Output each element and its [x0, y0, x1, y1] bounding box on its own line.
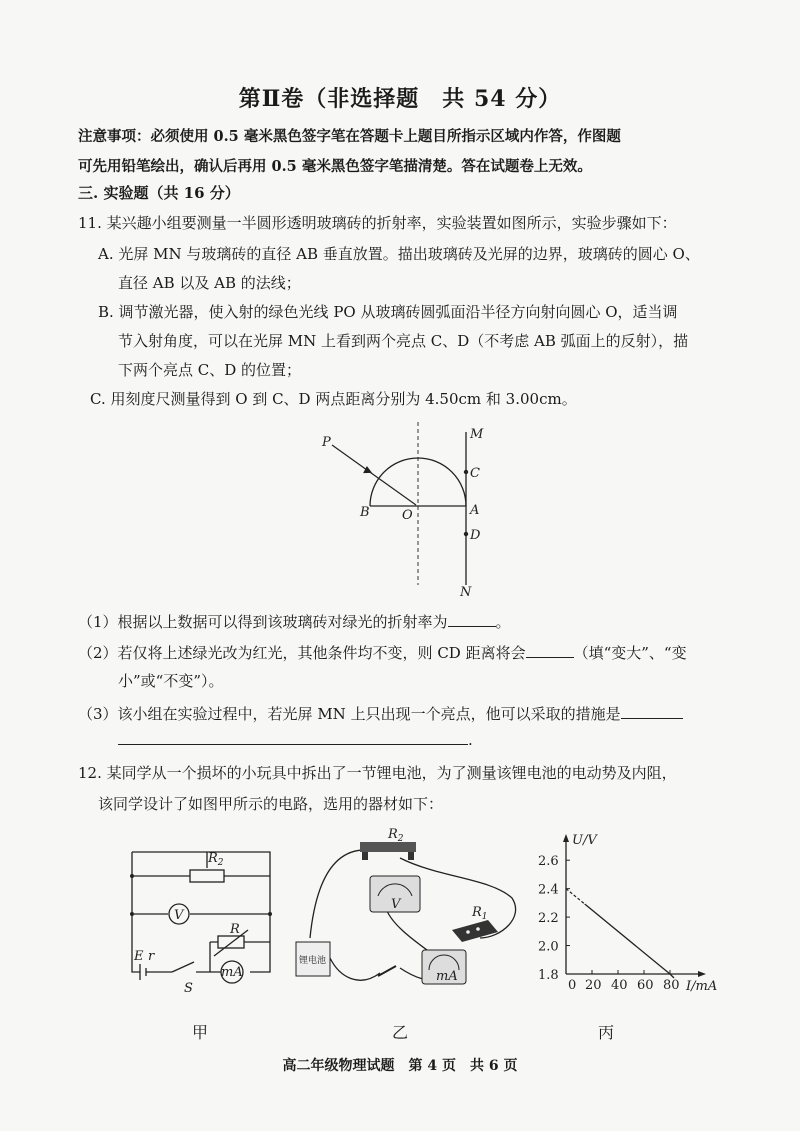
- knob: [466, 930, 470, 934]
- label-b: B: [360, 505, 370, 520]
- caption-jia: 甲: [192, 1023, 209, 1042]
- point-c: [464, 470, 468, 474]
- label-c: C: [470, 466, 480, 481]
- ray-arrow: [363, 466, 372, 473]
- y-tick-label: 2.2: [538, 911, 559, 927]
- q11-step-b-3: 下两个亮点 C、D 的位置；: [118, 361, 302, 379]
- y-axis-arrow: [563, 834, 569, 842]
- x-axis-label: I/mA: [686, 979, 718, 994]
- battery-symbol: [140, 964, 146, 980]
- q11-sub1-text: （1）根据以上数据可以得到该玻璃砖对绿光的折射率为: [78, 613, 448, 631]
- section-title: 第Ⅱ卷（非选择题 共 54 分）: [238, 86, 562, 112]
- q11-optics-figure: [310, 420, 510, 600]
- section-heading: 三. 实验题（共 16 分）: [78, 184, 240, 202]
- label-r1-photo: $R_1$: [472, 905, 488, 922]
- q11-step-b-2: 节入射角度，可以在光屏 MN 上看到两个亮点 C、D（不考虑 AB 弧面上的反射），描: [118, 332, 689, 350]
- wire-right: [250, 914, 270, 972]
- label-battery: 锂电池: [299, 956, 327, 966]
- q11-step-a-2: 直径 AB 以及 AB 的法线；: [118, 274, 301, 292]
- q11-step-a-1: A. 光屏 MN 与玻璃砖的直径 AB 垂直放置。描出玻璃砖及光屏的边界，玻璃砖的圆心 O、: [98, 245, 700, 263]
- chart-plot-area: [538, 833, 717, 994]
- resistance-box-r: [218, 936, 244, 948]
- q12-stem-2: 该同学设计了如图甲所示的电路，选用的器材如下：: [98, 795, 444, 813]
- switch-symbol: [172, 962, 194, 972]
- y-axis-label: U/V: [572, 833, 597, 848]
- resistance-box-r1: [452, 920, 498, 942]
- caption-yi: 乙: [392, 1023, 409, 1042]
- label-v-photo: V: [391, 897, 401, 912]
- junction: [130, 912, 134, 916]
- x-tick-label: 80: [663, 978, 680, 993]
- q11-step-b-1: B. 调节激光器，使入射的绿色光线 PO 从玻璃砖圆弧面沿半径方向射向圆心 O，适当调: [98, 303, 678, 321]
- point-d: [464, 532, 468, 536]
- q11-sub3: [78, 702, 683, 725]
- answer-blank-3b[interactable]: [118, 728, 468, 745]
- data-line-extension: [566, 889, 585, 904]
- caption-bing: 丙: [598, 1023, 615, 1042]
- rheostat-r2: [190, 870, 224, 882]
- x-tick-label: 60: [637, 978, 654, 993]
- label-d: D: [470, 528, 481, 543]
- x-tick-label: 20: [585, 978, 602, 993]
- y-tick-label: 2.6: [538, 854, 559, 870]
- q11-sub1-end: 。: [495, 613, 511, 631]
- label-r: R: [230, 922, 240, 937]
- q11-sub3-line2: [118, 728, 473, 751]
- wire-top: [132, 852, 270, 914]
- rheostat-r2-body: [360, 842, 416, 852]
- label-a: A: [470, 503, 480, 518]
- page-footer: 高二年级物理试题 第 4 页 共 6 页: [282, 1058, 518, 1074]
- knob: [476, 927, 480, 931]
- q11-sub1: [78, 610, 511, 633]
- rheostat-leg: [408, 852, 414, 860]
- label-m: M: [470, 427, 484, 442]
- y-tick-label: 1.8: [538, 968, 559, 983]
- label-n: N: [460, 585, 472, 600]
- q12-stem-1: 12. 某同学从一个损坏的小玩具中拆出了一节锂电池，为了测量该锂电池的电动势及内阻，: [78, 764, 677, 782]
- answer-blank-2[interactable]: [526, 641, 574, 658]
- y-tick-label: 2.4: [538, 882, 559, 898]
- q11-sub2-text: （2）若仅将上述绿光改为红光，其他条件均不变，则 CD 距离将会: [78, 644, 526, 662]
- circuit-diagram: [120, 832, 280, 1002]
- x-tick-label: 40: [611, 978, 628, 993]
- q11-sub3-text: （3）该小组在实验过程中，若光屏 MN 上只出现一个亮点，他可以采取的措施是: [78, 705, 621, 723]
- label-r2: $R_2$: [208, 851, 224, 868]
- x-tick-label: 0: [568, 978, 577, 993]
- rheostat-leg: [362, 852, 368, 860]
- ui-chart: [530, 828, 718, 1003]
- junction: [130, 874, 134, 878]
- junction: [268, 912, 272, 916]
- x-axis-arrow: [698, 971, 706, 977]
- label-v: V: [174, 908, 184, 923]
- label-p: P: [322, 435, 331, 450]
- wire: [330, 958, 380, 980]
- ray-po: [332, 445, 416, 505]
- notice: [78, 122, 728, 182]
- apparatus-photo: [290, 828, 530, 1003]
- label-r-internal: r: [148, 949, 155, 964]
- answer-blank-1[interactable]: [448, 610, 496, 627]
- data-line: [585, 904, 670, 974]
- y-tick-label: 2.0: [538, 939, 559, 955]
- wire: [310, 850, 368, 938]
- label-e: E: [134, 949, 144, 964]
- label-o: O: [402, 508, 413, 523]
- q11-sub2-cont: 小”或“不变”）。: [118, 672, 224, 690]
- notice-line-1: 注意事项：必须使用 0.5 毫米黑色签字笔在答题卡上题目所指示区域内作答，作图题: [78, 128, 621, 145]
- q11-stem: 11. 某兴趣小组要测量一半圆形透明玻璃砖的折射率，实验装置如图所示，实验步骤如下：: [78, 214, 677, 232]
- label-r2-photo: $R_2$: [388, 827, 404, 844]
- label-ma-photo: mA: [436, 969, 458, 984]
- q11-sub2: [78, 641, 687, 664]
- label-ma: mA: [221, 965, 243, 980]
- switch-device: [378, 966, 396, 976]
- q11-sub3-end: .: [468, 731, 473, 749]
- q11-sub2-end: （填“变大”、“变: [573, 644, 687, 662]
- notice-line-2: 可先用铅笔绘出，确认后再用 0.5 毫米黑色签字笔描清楚。答在试题卷上无效。: [78, 158, 592, 175]
- answer-blank-3a[interactable]: [621, 702, 683, 719]
- q11-step-c: C. 用刻度尺测量得到 O 到 C、D 两点距离分别为 4.50cm 和 3.00cm。: [90, 390, 577, 408]
- label-s: S: [184, 981, 193, 996]
